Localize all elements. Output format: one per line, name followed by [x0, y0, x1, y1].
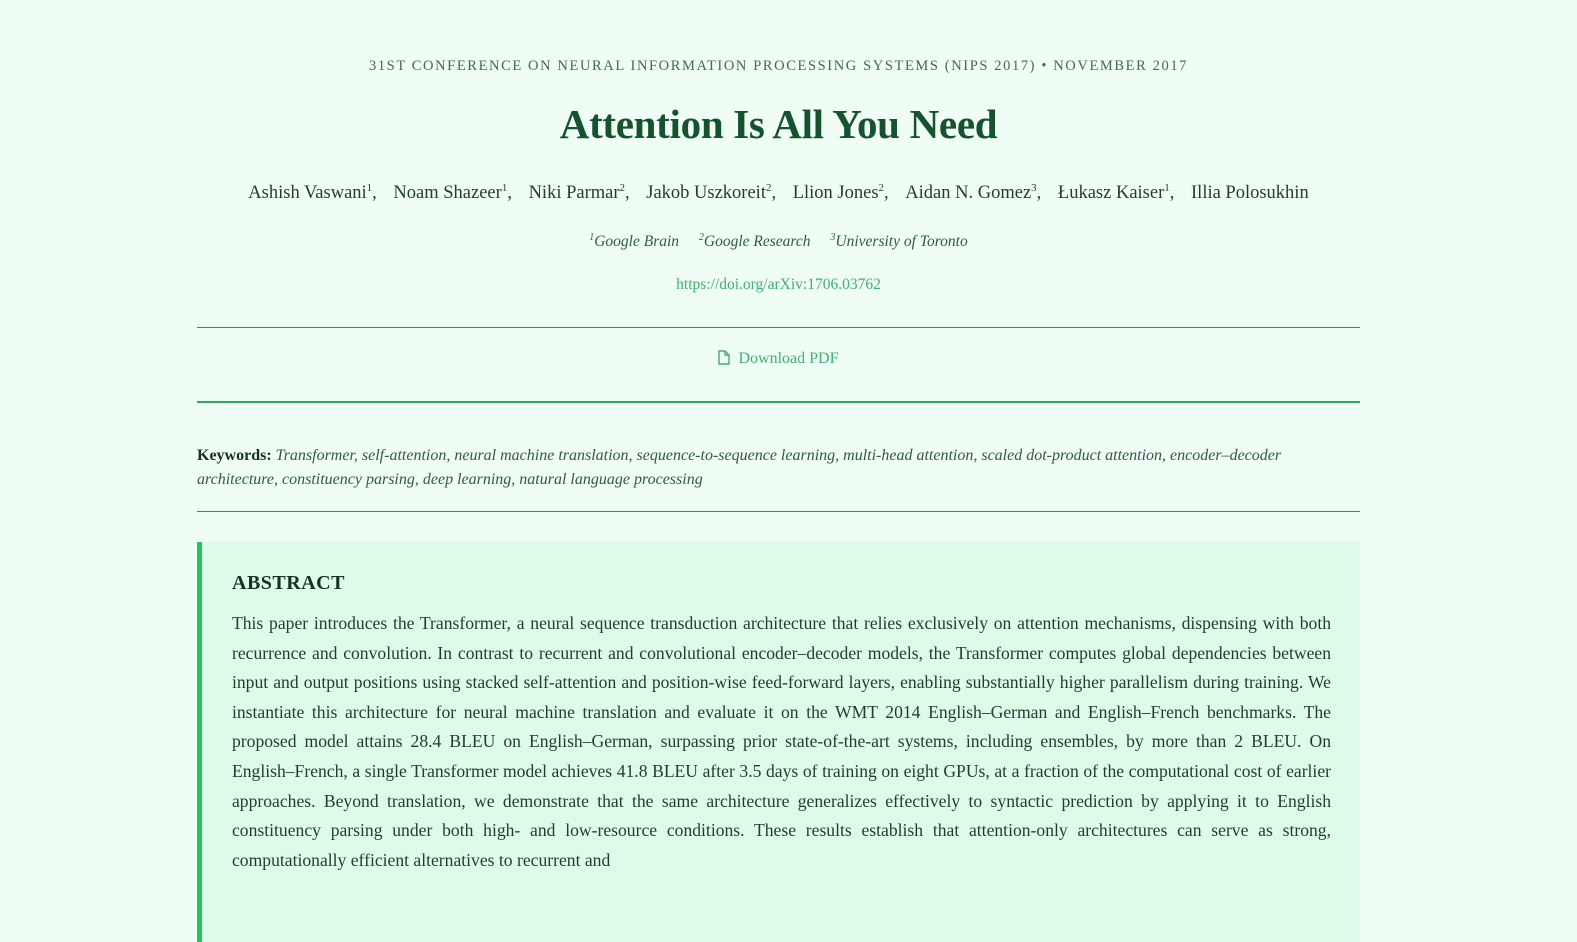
- paper-title: Attention Is All You Need: [559, 101, 998, 147]
- author: [1191, 183, 1309, 203]
- author-separator: ,: [771, 183, 777, 204]
- author-separator: ,: [625, 183, 630, 204]
- keywords: [197, 444, 1360, 492]
- author-name: Aidan N. Gomez: [905, 183, 1032, 204]
- abstract-section: [197, 542, 1360, 942]
- venue-line: 31ST CONFERENCE ON NEURAL INFORMATION PROCESSING SYSTEMS (NIPS 2017) • NOVEMBER 2017: [368, 58, 1189, 74]
- author: [905, 183, 1041, 203]
- file-icon: [718, 350, 730, 365]
- author-separator: ,: [1036, 183, 1042, 204]
- abstract-text: This paper introduces the Transformer, a neural sequence transduction architecture that relies exclusively on attention mechanisms, dispensing with both recurrence and convolution. In contrast to recurrent and convolutional encoder–decoder models, the Transformer computes global dependencies between input and output positions using stacked self-attention and position-wise feed-forward layers, enabling substantially higher parallelism during training. We instantiate this architecture for neural machine translation and evaluate it on the WMT 2014 English–German and English–French benchmarks. The proposed model attains 28.4 BLEU on English–German, surpassing prior state-of-the-art systems, including ensembles, by more than 2 BLEU. On English–French, a single Transformer model achieves 41.8 BLEU after 3.5 days of training on eight GPUs, at a fraction of the computational cost of earlier approaches. Beyond translation, we demonstrate that the same architecture generalizes effectively to syntactic prediction by applying it to English constituency parsing under both high- and low-resource conditions. These results establish that attention-only architectures can serve as strong, computationally efficient alternatives to recurrent and: [232, 613, 1331, 870]
- affiliation-name: University of Toronto: [835, 233, 968, 251]
- author-name: Łukasz Kaiser: [1057, 183, 1165, 204]
- author-affiliation-marker: 2: [765, 182, 772, 194]
- author-list: [197, 182, 1360, 204]
- author-name: Llion Jones: [792, 183, 879, 204]
- author-affiliation-marker: 2: [619, 182, 625, 194]
- affiliations: [197, 232, 1360, 251]
- author-affiliation-marker: 2: [878, 182, 885, 194]
- affiliation-number: 2: [698, 232, 704, 243]
- doi-link[interactable]: https://doi.org/arXiv:1706.03762: [676, 276, 881, 293]
- affiliation-number: 3: [830, 232, 836, 243]
- abstract-heading: ABSTRACT: [232, 572, 345, 594]
- author-name: Illia Polosukhin: [1191, 183, 1309, 204]
- author: [248, 183, 377, 203]
- divider-accent: [197, 401, 1360, 403]
- keywords-list: Transformer, self-attention, neural machine translation, sequence-to-sequence learning, multi-head attention, scaled dot-product attention, encoder–decoder architecture, constituency parsing, deep learning, natural language processing: [197, 447, 1282, 488]
- affiliation: [830, 233, 967, 250]
- author-name: Jakob Uszkoreit: [646, 183, 766, 204]
- author-name: Ashish Vaswani: [248, 183, 367, 204]
- author-separator: ,: [507, 183, 512, 204]
- author-name: Niki Parmar: [528, 183, 620, 204]
- keywords-label: Keywords:: [197, 447, 272, 464]
- author: [529, 183, 630, 203]
- author-affiliation-marker: 3: [1031, 182, 1037, 194]
- download-pdf-button[interactable]: [197, 350, 1360, 368]
- divider: [197, 511, 1360, 512]
- download-pdf-label: Download PDF: [738, 350, 839, 367]
- affiliation: [589, 233, 679, 250]
- author: [393, 183, 512, 203]
- author: [793, 183, 889, 203]
- author-affiliation-marker: 1: [501, 182, 508, 194]
- affiliation-name: Google Brain: [594, 233, 680, 251]
- affiliation-number: 1: [589, 232, 595, 243]
- doi-row: [197, 276, 1360, 294]
- author-name: Noam Shazeer: [393, 183, 502, 204]
- author: [1058, 183, 1174, 203]
- divider: [197, 327, 1360, 328]
- author: [646, 183, 776, 203]
- affiliation-name: Google Research: [703, 233, 811, 251]
- author-separator: ,: [372, 183, 377, 204]
- affiliation: [699, 233, 811, 250]
- author-separator: ,: [1169, 183, 1175, 204]
- author-separator: ,: [884, 183, 889, 204]
- author-affiliation-marker: 1: [366, 182, 373, 194]
- author-affiliation-marker: 1: [1164, 182, 1170, 194]
